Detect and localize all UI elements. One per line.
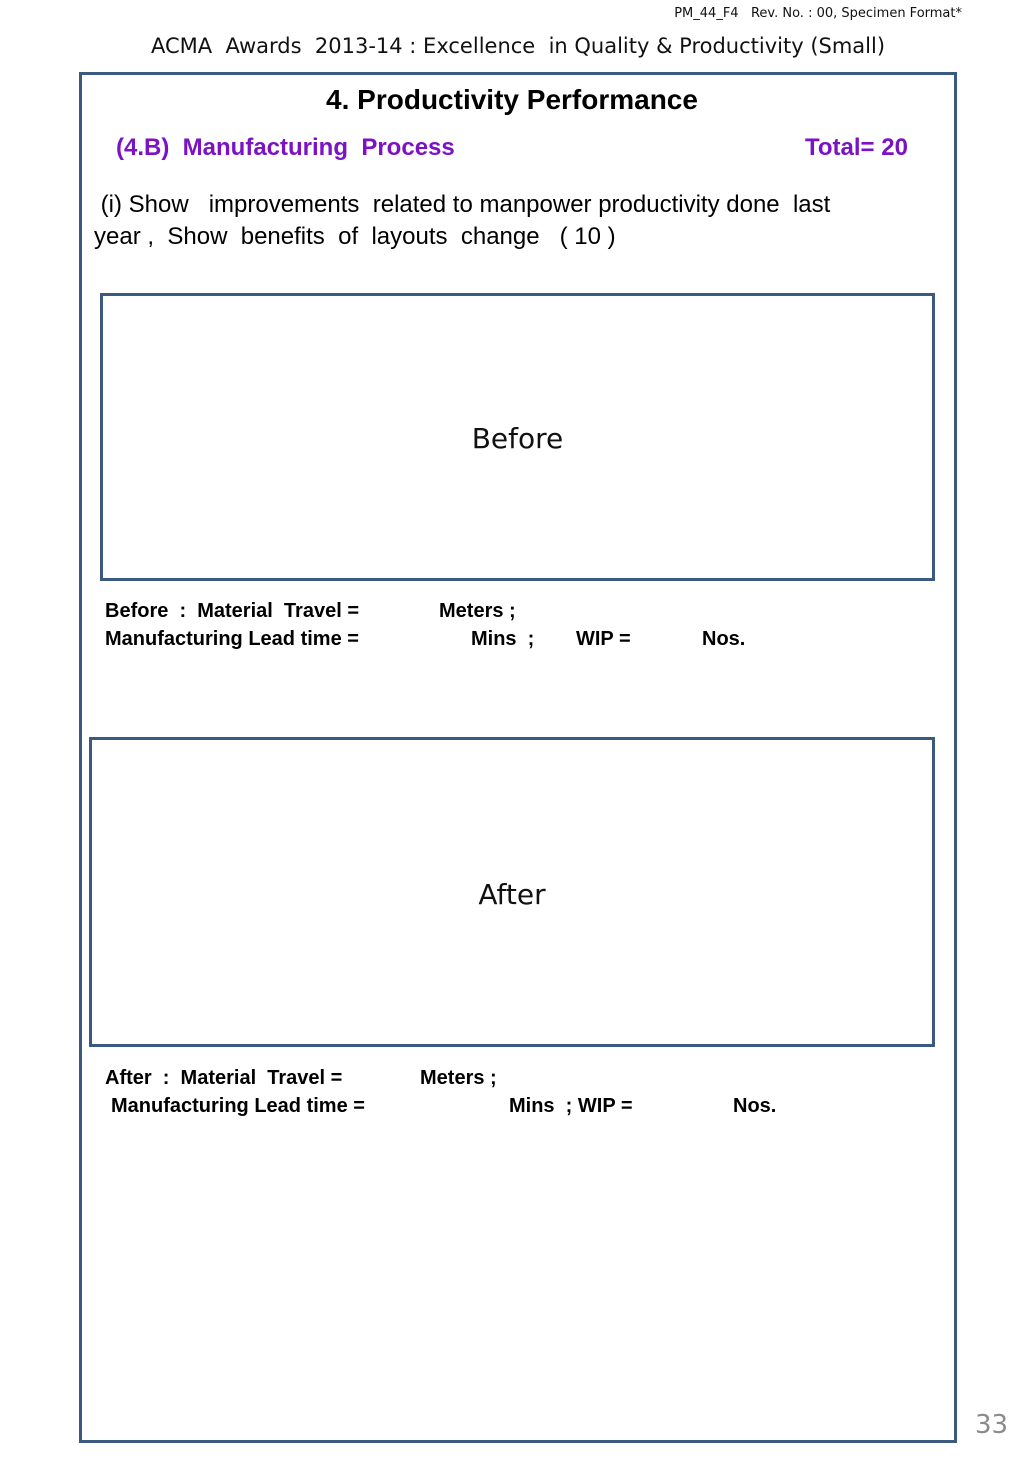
- instruction-line-2: year , Show benefits of layouts change ( 10 ): [94, 223, 616, 250]
- after-layout-box: [89, 737, 935, 1047]
- before-meters-label: Meters ;: [439, 600, 516, 622]
- after-meters-label: Meters ;: [420, 1067, 497, 1089]
- after-lead-time-label: Manufacturing Lead time =: [111, 1095, 365, 1117]
- document-title: ACMA Awards 2013-14 : Excellence in Quality & Productivity (Small): [150, 34, 886, 58]
- instruction-line-1: (i) Show improvements related to manpower productivity done last: [94, 191, 831, 218]
- before-box-label: Before: [471, 422, 564, 455]
- subsection-heading: (4.B) Manufacturing Process: [116, 134, 455, 161]
- after-material-travel-label: After : Material Travel =: [105, 1067, 343, 1089]
- document-code: PM_44_F4 Rev. No. : 00, Specimen Format*: [674, 6, 962, 21]
- section-heading: 4. Productivity Performance: [326, 84, 698, 115]
- before-lead-time-label: Manufacturing Lead time =: [105, 628, 359, 650]
- before-layout-box: [100, 293, 935, 581]
- before-mins-label: Mins ;: [471, 628, 535, 650]
- after-box-label: After: [478, 878, 546, 911]
- after-nos-label: Nos.: [733, 1095, 777, 1117]
- before-nos-label: Nos.: [702, 628, 746, 650]
- after-mins-wip-label: Mins ; WIP =: [509, 1095, 633, 1117]
- before-material-travel-label: Before : Material Travel =: [105, 600, 359, 622]
- before-wip-label: WIP =: [576, 628, 631, 650]
- page-number: 33: [975, 1410, 1009, 1440]
- total-marks: Total= 20: [805, 134, 908, 161]
